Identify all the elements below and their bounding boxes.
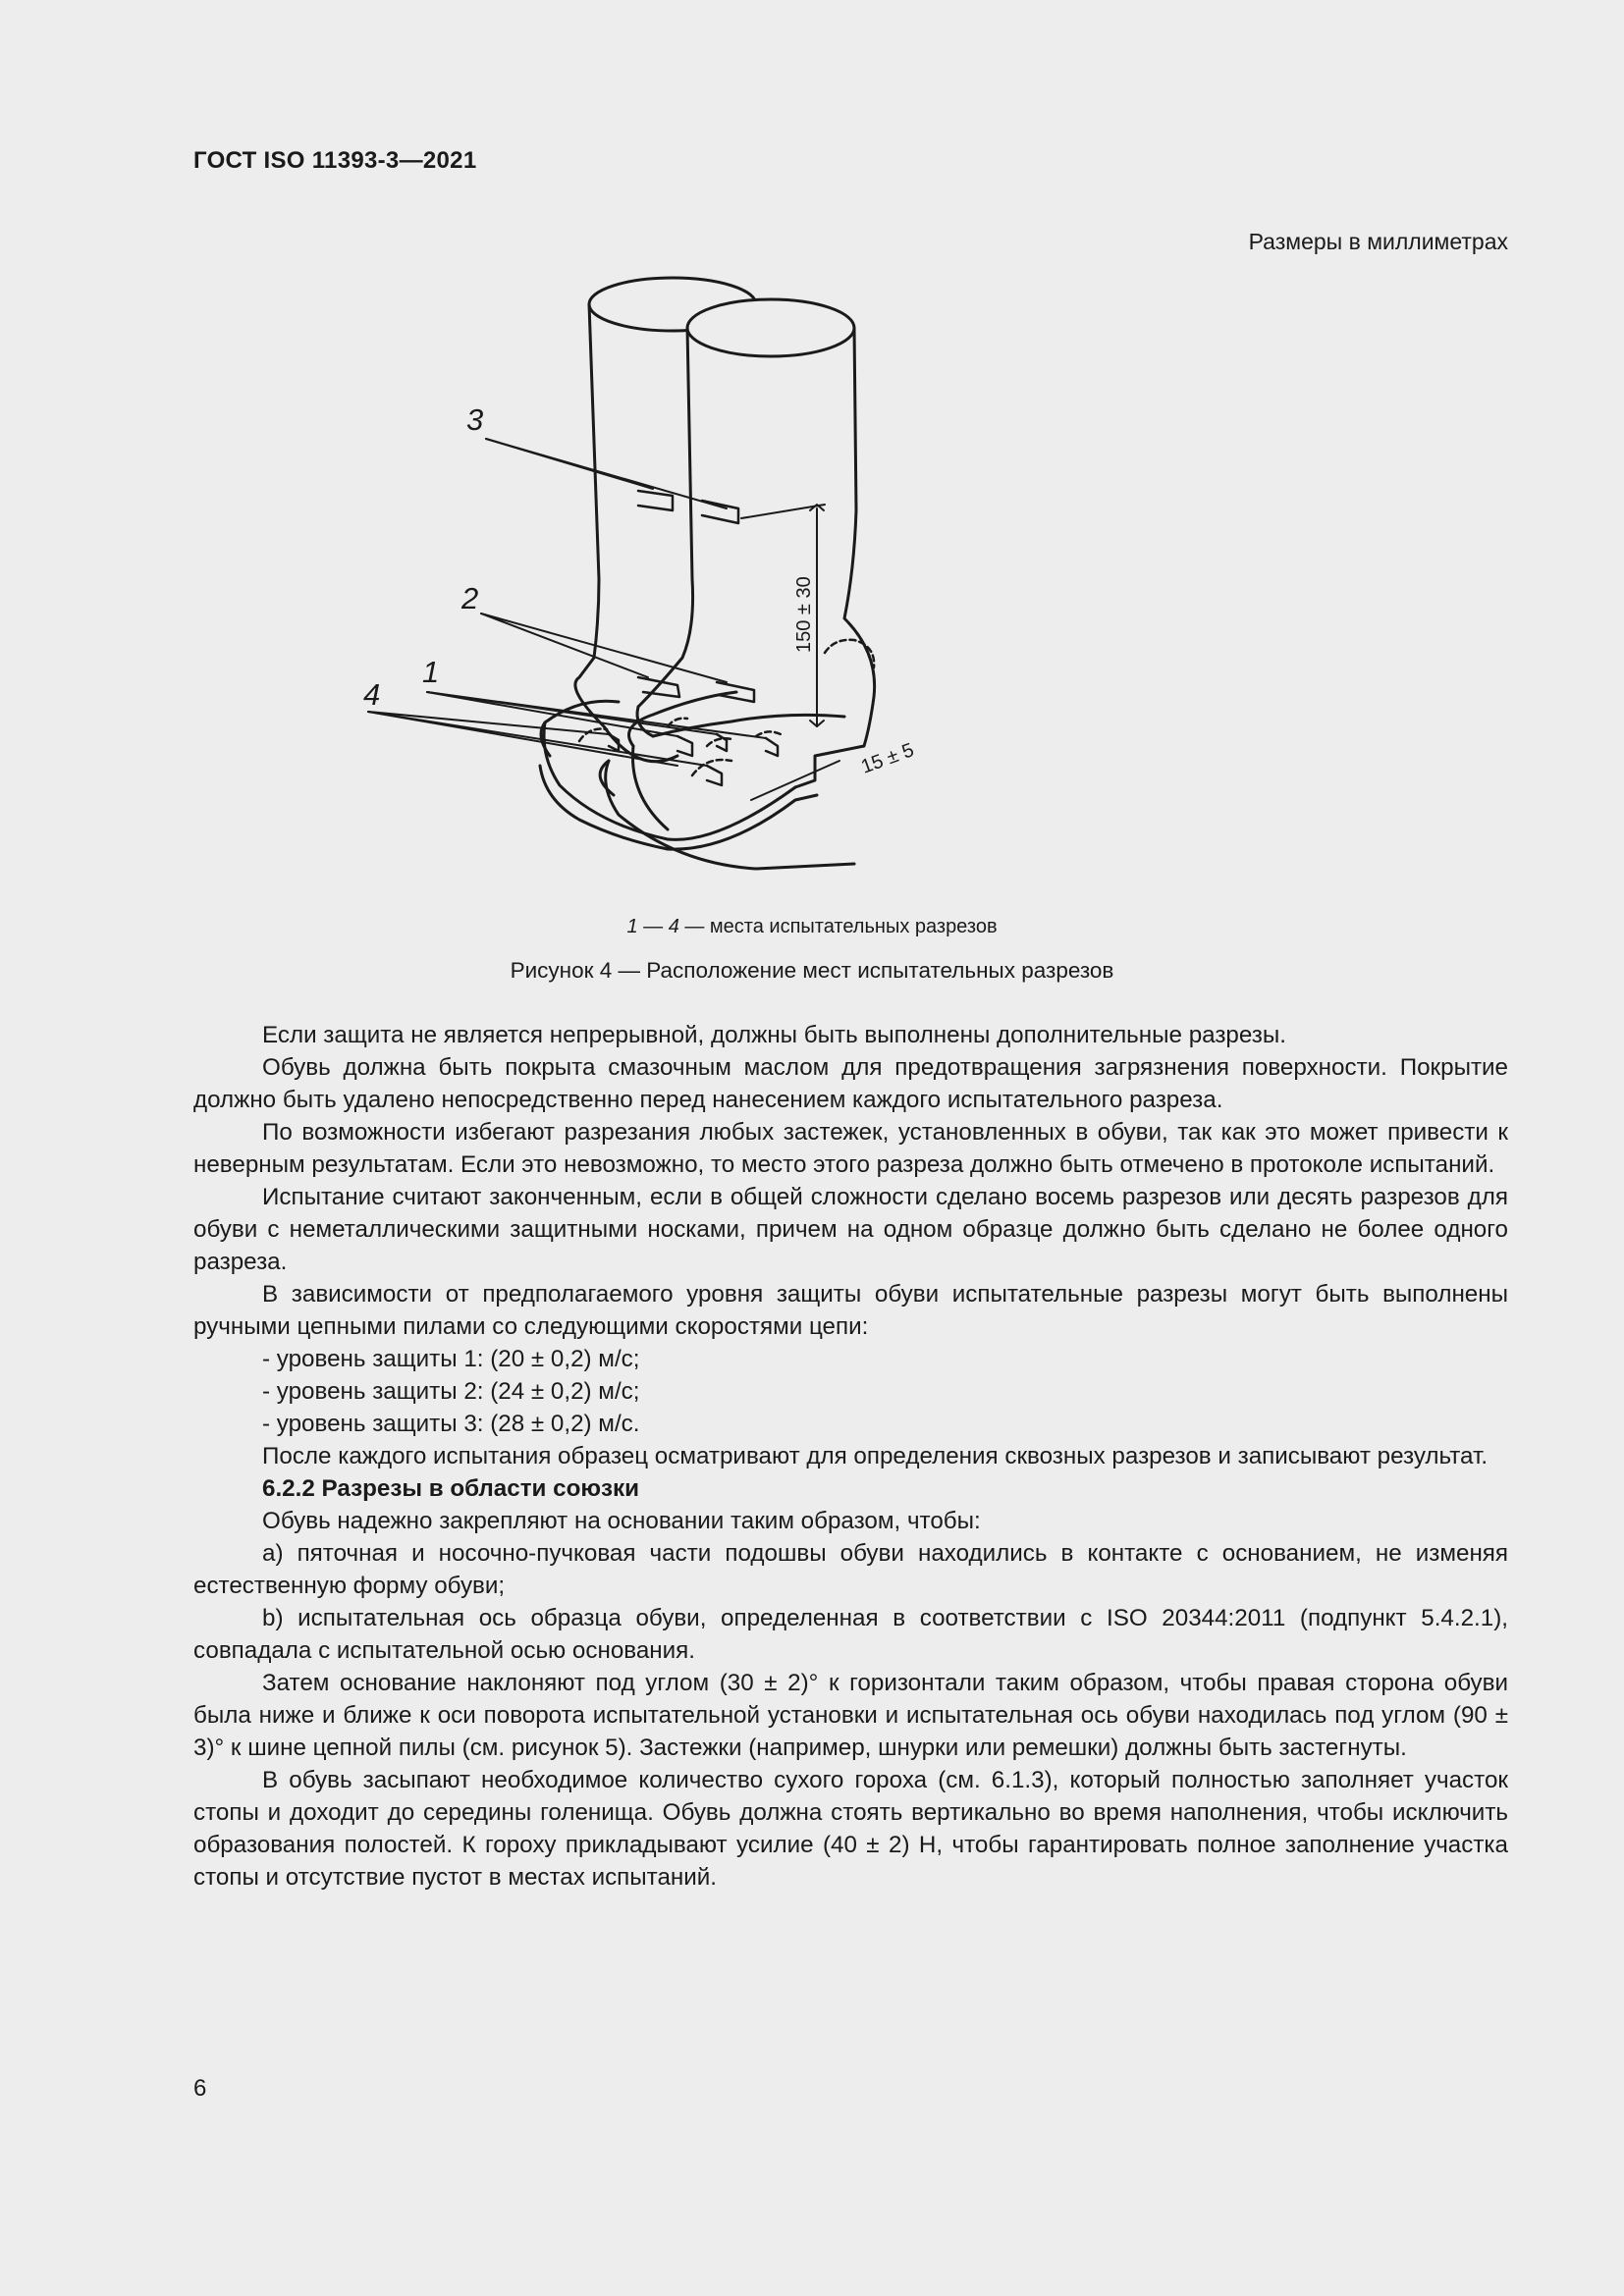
body-text bbox=[193, 1019, 1508, 1894]
page-number: 6 bbox=[193, 2075, 207, 2102]
cut-slots bbox=[609, 491, 778, 785]
boots-figure bbox=[363, 265, 1149, 893]
list-item: b) испытательная ось образца обуви, определенная в соответствии с ISO 20344:2011 (подпункт 5.4.2.1), совпадала с испытательной осью основания. bbox=[193, 1605, 1508, 1664]
paragraph: После каждого испытания образец осматривают для определения сквозных разрезов и записывают результат. bbox=[262, 1443, 1489, 1469]
paragraph: Если защита не является непрерывной, должны быть выполнены дополнительные разрезы. bbox=[262, 1022, 1286, 1048]
figure-legend bbox=[0, 916, 1624, 938]
legend-number-a: 1 bbox=[626, 916, 638, 937]
dimension-label-diagonal: 15 ± 5 bbox=[858, 739, 917, 778]
paragraph: Обувь надежно закрепляют на основании таким образом, чтобы: bbox=[262, 1508, 981, 1534]
document-header: ГОСТ ISO 11393-3—2021 bbox=[193, 147, 477, 174]
figure-caption: Рисунок 4 — Расположение мест испытательных разрезов bbox=[510, 958, 1114, 983]
cut-markers bbox=[579, 640, 874, 775]
list-item: - уровень защиты 2: (24 ± 0,2) м/с; bbox=[262, 1378, 640, 1405]
legend-sep: — bbox=[637, 916, 669, 937]
front-boot bbox=[637, 299, 875, 787]
label-3: 3 bbox=[466, 402, 484, 437]
paragraph: По возможности избегают разрезания любых застежек, установленных в обуви, так как это может привести к неверным результатам. Если это невозможно, то место этого разреза должно быть отмечено в протоколе испытаний. bbox=[193, 1119, 1508, 1178]
boots-illustration bbox=[363, 265, 1149, 893]
section-heading: 6.2.2 Разрезы в области союзки bbox=[262, 1475, 640, 1502]
label-2: 2 bbox=[461, 581, 479, 615]
units-note: Размеры в миллиметрах bbox=[1248, 229, 1508, 254]
paragraph: В зависимости от предполагаемого уровня защиты обуви испытательные разрезы могут быть выполнены ручными цепными пилами со следующими скоростями цепи: bbox=[193, 1281, 1508, 1340]
legend-number-b: 4 bbox=[668, 916, 679, 937]
leader-lines bbox=[368, 439, 766, 766]
list-item: - уровень защиты 1: (20 ± 0,2) м/с; bbox=[262, 1346, 640, 1372]
list-item: a) пяточная и носочно-пучковая части подошвы обуви находились в контакте с основанием, не изменяя естественную форму обуви; bbox=[193, 1540, 1508, 1599]
paragraph: Испытание считают законченным, если в общей сложности сделано восемь разрезов или десять разрезов для обуви с неметаллическими защитными носками, причем на одном образце должно быть сделано не более одного разреза. bbox=[193, 1184, 1508, 1275]
paragraph: Обувь должна быть покрыта смазочным маслом для предотвращения загрязнения поверхности. Покрытие должно быть удалено непосредственно перед нанесением каждого испытательного разреза. bbox=[193, 1054, 1508, 1113]
paragraph: Затем основание наклоняют под углом (30 ± 2)° к горизонтали таким образом, чтобы правая сторона обуви была ниже и ближе к оси поворота испытательной установки и испытательная ось обуви находилась под углом (90 ± 3)° к шине цепной пилы (см. рисунок 5). Застежки (например, шнурки или ремешки) должны быть застегнуты. bbox=[193, 1670, 1508, 1761]
list-item: - уровень защиты 3: (28 ± 0,2) м/с. bbox=[262, 1411, 640, 1437]
label-4: 4 bbox=[363, 677, 381, 712]
paragraph: В обувь засыпают необходимое количество сухого гороха (см. 6.1.3), который полностью заполняет участок стопы и доходит до середины голенища. Обувь должна стоять вертикально во время наполнения, чтобы исключить образования полостей. К гороху прикладывают усилие (40 ± 2) Н, чтобы гарантировать полное заполнение участка стопы и отсутствие пустот в местах испытаний. bbox=[193, 1767, 1508, 1891]
legend-text: — места испытательных разрезов bbox=[678, 916, 998, 937]
dimension-label-vertical: 150 ± 30 bbox=[793, 576, 815, 653]
label-1: 1 bbox=[422, 655, 440, 689]
